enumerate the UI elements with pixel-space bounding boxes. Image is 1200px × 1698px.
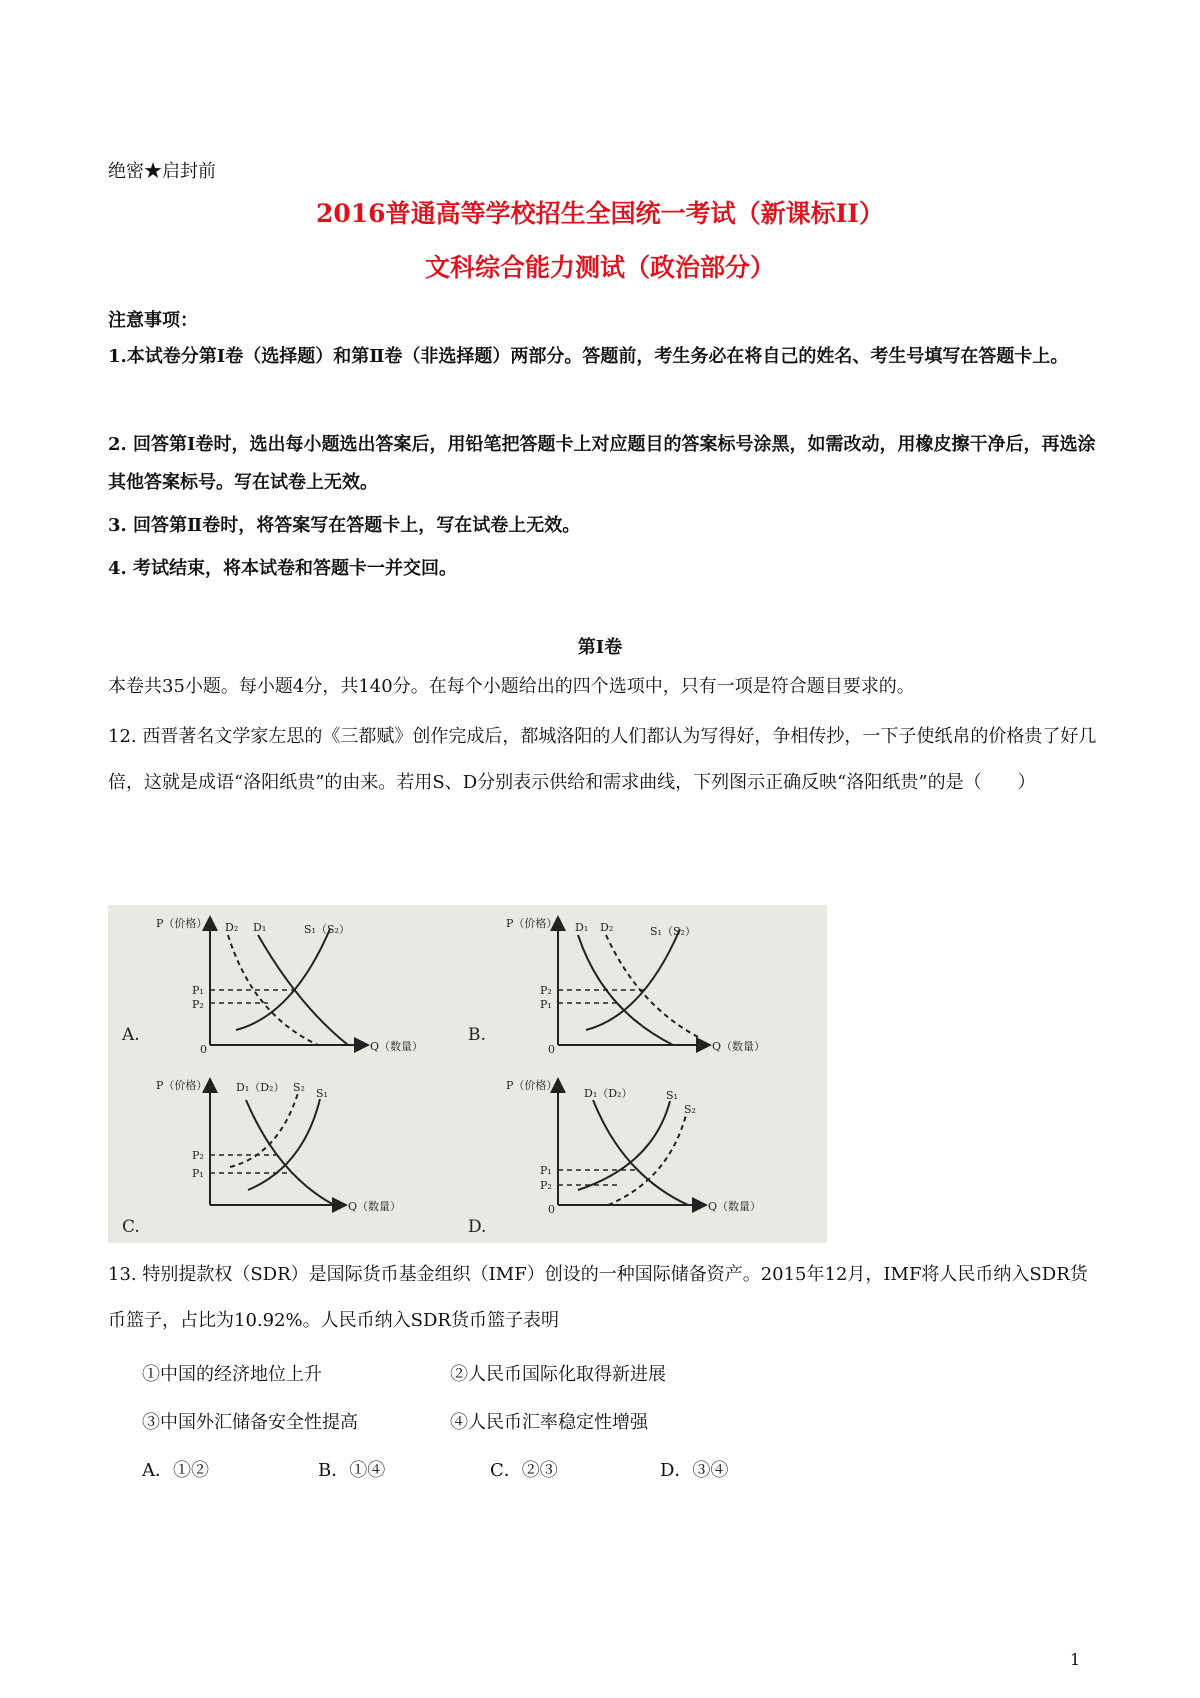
panel-a-price-1: P₁ [192,984,204,997]
panel-d [468,1078,761,1237]
panel-a-x-label: Q（数量） [370,1040,424,1053]
q13-option-a: A．①② [142,1460,209,1481]
panel-c-label-s2: S₂ [293,1081,305,1094]
panel-d-price-1: P₁ [540,1164,552,1177]
panel-b-d2-curve [606,935,698,1037]
panel-c-price-2: P₁ [192,1167,204,1180]
exam-subtitle: 文科综合能力测试（政治部分） [424,253,775,282]
panel-b-price-2: P₁ [540,998,552,1011]
notice-item-2: 2. 回答第Ⅰ卷时，选出每小题选出答案后，用铅笔把答题卡上对应题目的答案标号涂黑，如需改动，用橡皮擦干净后，再选涂其他答案标号。写在试卷上无效。 [108,434,1096,493]
q13-option-b: B．①④ [318,1460,386,1481]
exam-title: 2016普通高等学校招生全国统一考试（新课标II） [316,199,884,228]
panel-a-price-2: P₂ [192,998,204,1011]
panel-d-x-label: Q（数量） [708,1200,762,1213]
notice-item-4: 4. 考试结束，将本试卷和答题卡一并交回。 [108,558,458,579]
panel-d-price-2: P₂ [540,1179,552,1192]
panel-c-s1-curve [248,1099,320,1190]
panel-c-y-label: P（价格） [156,1079,208,1092]
panel-b-letter: B. [468,1025,486,1045]
secret-label: 绝密★启封前 [108,161,216,182]
q13-statement-1: ①中国的经济地位上升 [142,1364,322,1385]
panel-a-origin: 0 [200,1043,207,1056]
q13-statement-4: ④人民币汇率稳定性增强 [450,1412,648,1433]
panel-c-price-1: P₂ [192,1149,204,1162]
panel-d-y-label: P（价格） [506,1079,558,1092]
section-intro: 本卷共35小题。每小题4分，共140分。在每个小题给出的四个选项中，只有一项是符合题目要求的。 [108,676,915,697]
panel-a-y-label: P（价格） [156,917,208,930]
panel-a-label-d2: D₂ [225,921,239,934]
panel-a-label-s: S₁（S₂） [304,923,350,936]
panel-c-x-label: Q（数量） [348,1200,402,1213]
panel-b-price-1: P₂ [540,984,552,997]
panel-d-origin: 0 [548,1203,555,1216]
panel-d-letter: D. [468,1217,487,1237]
panel-a-label-d1: D₁ [253,921,267,934]
panel-b [468,916,765,1056]
panel-b-label-d2: D₂ [600,921,614,934]
supply-demand-figure [108,905,827,1243]
panel-c [122,1078,401,1237]
q13-statement-2: ②人民币国际化取得新进展 [450,1364,666,1385]
question-12-text: 12. 西晋著名文学家左思的《三都赋》创作完成后，都城洛阳的人们都认为写得好，争相传抄，一下子使纸帛的价格贵了好几倍，这就是成语“洛阳纸贵”的由来。若用S、D分别表示供给和需求曲线，下列图示正确反映“洛阳纸贵”的是（ ） [108,726,1097,793]
panel-a [121,916,423,1056]
notice-heading: 注意事项： [108,310,198,331]
q13-option-d: D．③④ [660,1460,729,1481]
panel-b-label-d1: D₁ [575,921,589,934]
page-number: 1 [1070,1650,1081,1669]
panel-d-s1-curve [578,1101,670,1190]
panel-c-s2-curve [230,1093,298,1167]
panel-a-d1-curve [258,935,348,1045]
question-13-text: 13. 特别提款权（SDR）是国际货币基金组织（IMF）创设的一种国际储备资产。2015年12月，IMF将人民币纳入SDR货币篮子，占比为10.92%。人民币纳入SDR货币篮子表明 [108,1264,1088,1331]
panel-d-label-d: D₁（D₂） [584,1087,633,1100]
panel-b-origin: 0 [548,1043,555,1056]
panel-a-letter: A. [122,1025,140,1045]
panel-b-y-label: P（价格） [506,917,558,930]
panel-c-label-d: D₁（D₂） [236,1081,285,1094]
q13-option-c: C．②③ [490,1460,558,1481]
notice-item-3: 3. 回答第Ⅱ卷时，将答案写在答题卡上，写在试卷上无效。 [108,515,581,536]
q13-statement-3: ③中国外汇储备安全性提高 [142,1412,358,1433]
section-title: 第Ⅰ卷 [577,637,623,658]
panel-c-letter: C. [122,1217,140,1237]
panel-b-x-label: Q（数量） [712,1040,766,1053]
panel-b-label-s: S₁（S₂） [650,925,696,938]
notice-item-1: 1.本试卷分第Ⅰ卷（选择题）和第Ⅱ卷（非选择题）两部分。答题前，考生务必在将自己的姓名、考生号填写在答题卡上。 [108,346,1069,367]
panel-d-label-s1: S₁ [666,1089,678,1102]
panel-c-label-s1: S₁ [316,1087,328,1100]
panel-d-label-s2: S₂ [684,1103,696,1116]
panel-d-s2-curve [608,1115,686,1205]
